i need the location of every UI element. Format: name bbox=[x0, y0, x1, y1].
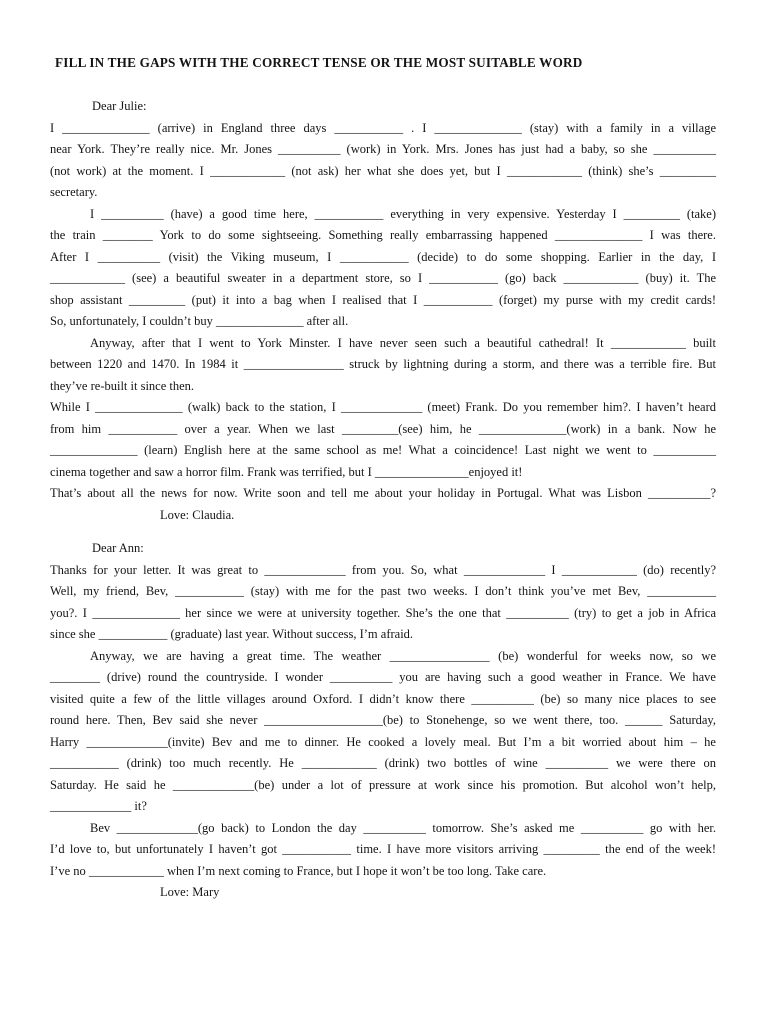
text-line: After I __________ (visit) the Viking museum, I ___________ (decide) to do some shopping. Earlier in the day, I bbox=[50, 249, 716, 264]
text-line: Bev _____________(go back) to London the day __________ tomorrow. She’s asked me __________ go with her. bbox=[90, 820, 716, 835]
text-line: from him ___________ over a year. When we last _________(see) him, he ______________(work) in a bank. Now he bbox=[50, 421, 716, 436]
text-line: round here. Then, Bev said she never ___________________(be) to Stonehenge, so we went there, too. ______ Saturday, bbox=[50, 713, 716, 727]
text-line: you?. I ______________ her since we were at university together. She’s the one that __________ (try) to get a job in Africa bbox=[50, 605, 716, 620]
text-line: I’d love to, but unfortunately I haven’t got ___________ time. I have more visitors arriving _________ the end of the week! bbox=[50, 842, 716, 856]
salutation: Dear Julie: bbox=[92, 99, 147, 113]
text-line: since she ___________ (graduate) last year. Without success, I’m afraid. bbox=[50, 627, 414, 641]
text-line: Well, my friend, Bev, ___________ (stay) with me for the past two weeks. I don’t think you’ve met Bev, ___________ bbox=[50, 584, 716, 598]
text-line: ______________ (learn) English here at the same school as me! What a coincidence! Last night we went to __________ bbox=[50, 443, 716, 457]
text-line: Saturday. He said he _____________(be) under a lot of pressure at work since his promotion. But alcohol won’t help, bbox=[50, 777, 716, 792]
salutation: Dear Ann: bbox=[92, 541, 144, 555]
text-line: Harry _____________(invite) Bev and me to dinner. He cooked a lovely meal. But I’m a bit worried about him – he bbox=[50, 734, 716, 749]
text-line: Thanks for your letter. It was great to _____________ from you. So, what _____________ I ____________ (do) recently? bbox=[50, 562, 716, 577]
text-line: between 1220 and 1470. In 1984 it ________________ struck by lightning during a storm, and there was a terrible fire. But bbox=[50, 357, 716, 371]
text-line: secretary. bbox=[50, 185, 98, 199]
text-line: shop assistant _________ (put) it into a bag when I realised that I ___________ (forget) my purse with my credit cards! bbox=[50, 292, 716, 307]
text-line: near York. They’re really nice. Mr. Jones __________ (work) in York. Mrs. Jones has just had a baby, so she __________ bbox=[50, 142, 716, 156]
text-line: _____________ it? bbox=[50, 799, 147, 813]
letter-body bbox=[50, 118, 716, 505]
text-line: That’s about all the news for now. Write soon and tell me about your holiday in Portugal. What was Lisbon __________? bbox=[50, 486, 716, 500]
letter-ann bbox=[50, 538, 716, 904]
text-line: (not work) at the moment. I ____________ (not ask) her what she does yet, but I ____________ (think) she’s _________ bbox=[50, 163, 716, 178]
text-line: While I ______________ (walk) back to the station, I _____________ (meet) Frank. Do you remember him?. I haven’t heard bbox=[50, 400, 716, 414]
text-line: visited quite a few of the little villages around Oxford. I didn’t know there __________ (be) so many nice places to see bbox=[50, 691, 716, 706]
text-line: they’ve re-built it since then. bbox=[50, 378, 195, 393]
text-line: ________ (drive) round the countryside. I wonder __________ you are having such a good weather in France. We have bbox=[50, 670, 716, 684]
text-line: I’ve no ____________ when I’m next coming to France, but I hope it won’t be too long. Take care. bbox=[50, 863, 547, 878]
signoff: Love: Claudia. bbox=[160, 507, 235, 522]
text-line: ___________ (drink) too much recently. He ____________ (drink) two bottles of wine __________ we were there on bbox=[50, 756, 716, 770]
text-line: Anyway, we are having a great time. The weather ________________ (be) wonderful for weeks now, so we bbox=[90, 648, 716, 663]
text-line: I __________ (have) a good time here, ___________ everything in very expensive. Yesterday I _________ (take) bbox=[90, 206, 716, 221]
letter-body bbox=[50, 560, 716, 883]
page-title: FILL IN THE GAPS WITH THE CORRECT TENSE OR THE MOST SUITABLE WORD bbox=[55, 55, 583, 70]
text-line: ____________ (see) a beautiful sweater in a department store, so I ___________ (go) back ____________ (buy) it. The bbox=[50, 271, 716, 285]
letter-julie bbox=[50, 96, 716, 526]
text-line: the train ________ York to do some sightseeing. Something really embarrassing happened ______________ I was there. bbox=[50, 228, 716, 242]
text-line: So, unfortunately, I couldn’t buy ______________ after all. bbox=[50, 314, 349, 328]
text-line: Anyway, after that I went to York Minster. I have never seen such a beautiful cathedral! It ____________ built bbox=[90, 335, 716, 350]
text-line: I ______________ (arrive) in England three days ___________ . I ______________ (stay) with a family in a village bbox=[50, 120, 716, 135]
text-line: cinema together and saw a horror film. Frank was terrified, but I _______________enjoyed it! bbox=[50, 464, 523, 479]
signoff: Love: Mary bbox=[160, 885, 220, 899]
